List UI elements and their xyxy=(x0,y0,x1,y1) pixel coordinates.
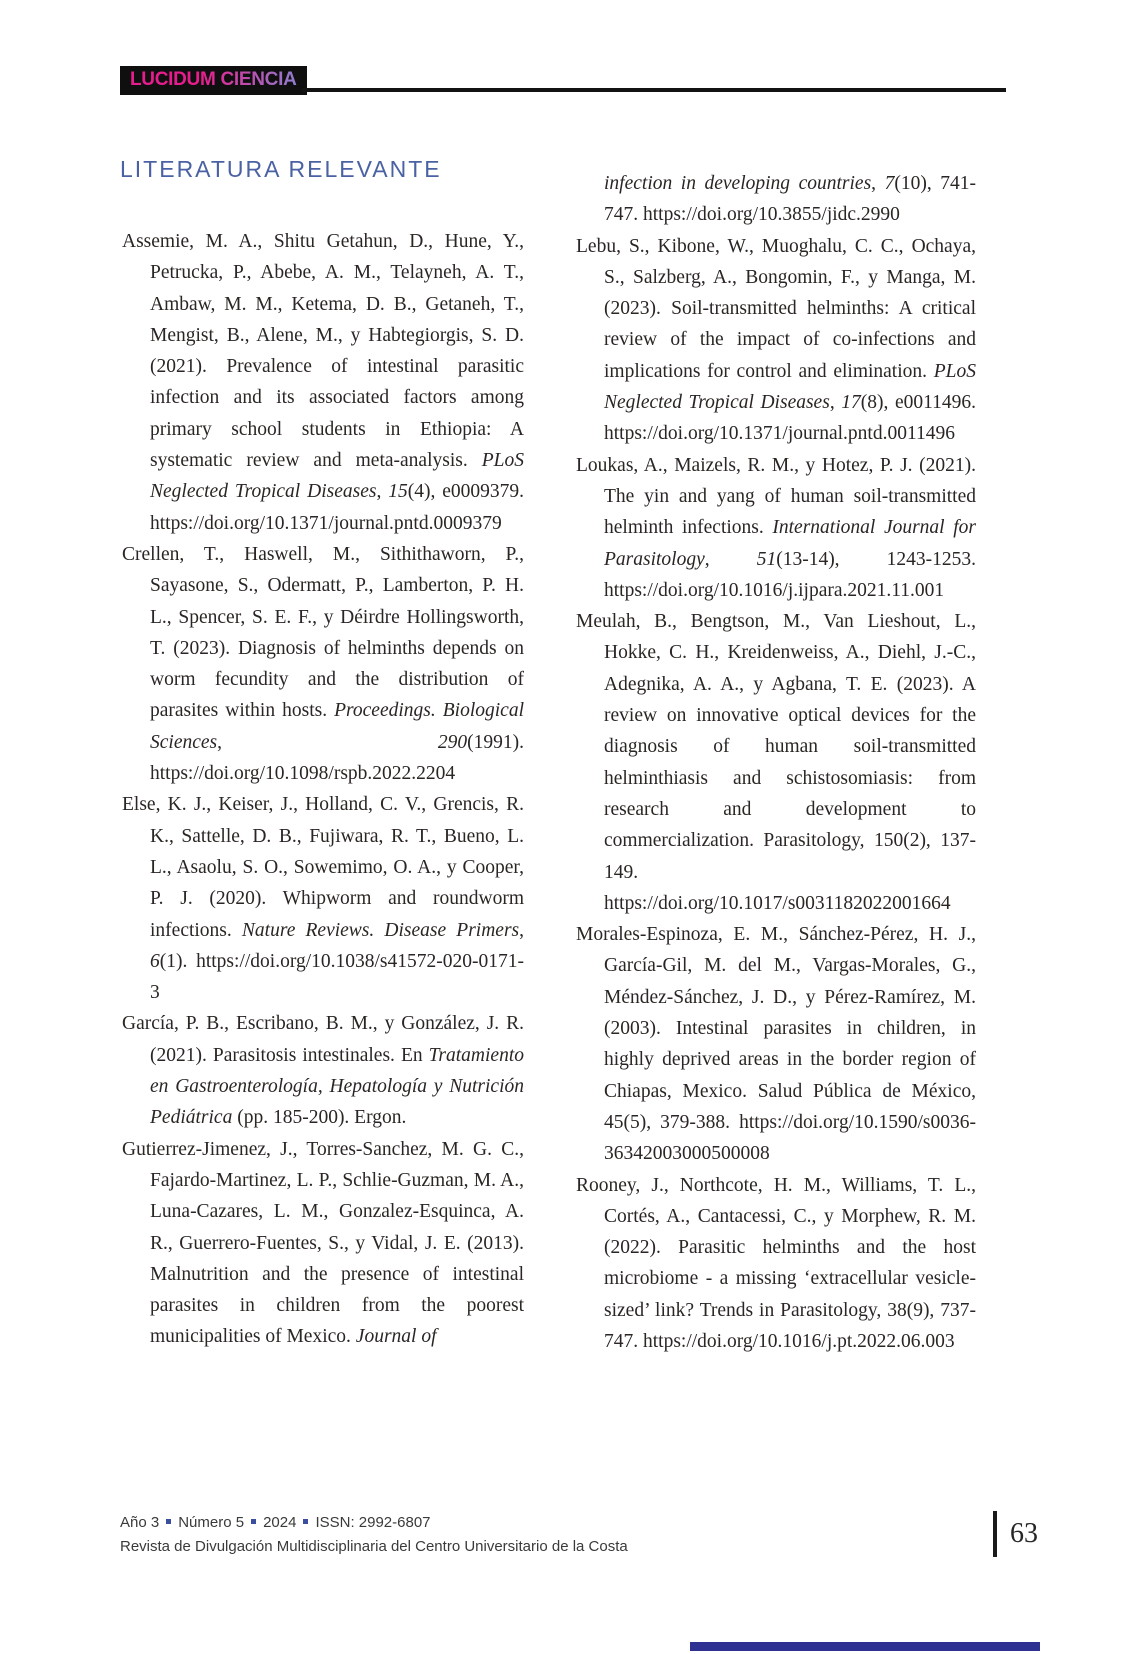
header-rule xyxy=(302,88,1006,92)
footer-accent-bar xyxy=(690,1642,1040,1651)
reference-entry: Gutierrez-Jimenez, J., Torres-Sanchez, M. G. C., Fajardo-Martinez, L. P., Schlie-Guzman, M. A., Luna-Cazares, L. M., Gonzalez-Esquinca, A. R., Guerrero-Fuentes, S., y Vidal, J. E. (2013). Malnutrition and the presence of intestinal parasites in children from the poorest municipalities of Mexico. Journal of xyxy=(122,1138,524,1348)
references-column-left xyxy=(122,226,524,1353)
page-title: LITERATURA RELEVANTE xyxy=(120,156,442,182)
reference-entry: García, P. B., Escribano, B. M., y González, J. R. (2021). Parasitosis intestinales. En Tratamiento en Gastroenterología, Hepatología y Nutrición Pediátrica (pp. 185-200). Ergon. xyxy=(122,1013,524,1129)
separator-square-icon xyxy=(166,1519,171,1524)
reference-entry: Lebu, S., Kibone, W., Muoghalu, C. C., Ochaya, S., Salzberg, A., Bongomin, F., y Manga, M. (2023). Soil-transmitted helminths: A critical review of the impact of co-infections and implications for control and elimination. PLoS Neglected Tropical Diseases, 17(8), e0011496. https://doi.org/10.1371/journal.pntd.0011496 xyxy=(576,235,977,445)
footer-year: Año 3 xyxy=(120,1514,160,1531)
journal-logo xyxy=(120,66,307,95)
footer-journal-name: Revista de Divulgación Multidisciplinaria del Centro Universitario de la Costa xyxy=(120,1538,628,1555)
reference-entry: Else, K. J., Keiser, J., Holland, C. V., Grencis, R. K., Sattelle, D. B., Fujiwara, R. T., Bueno, L. L., Asaolu, S. O., Sowemimo, O. A., y Cooper, P. J. (2020). Whipworm and roundworm infections. Nature Reviews. Disease Primers, 6(1). https://doi.org/10.1038/s41572-020-0171-3 xyxy=(122,794,524,1004)
reference-entry: Assemie, M. A., Shitu Getahun, D., Hune, Y., Petrucka, P., Abebe, A. M., Telayneh, A. T., Ambaw, M. M., Ketema, D. B., Getaneh, T., Mengist, B., Alene, M., y Habtegiorgis, S. D. (2021). Prevalence of intestinal parasitic infection and its associated factors among primary school students in Ethiopia: A systematic review and meta-analysis. PLoS Neglected Tropical Diseases, 15(4), e0009379. https://doi.org/10.1371/journal.pntd.0009379 xyxy=(122,231,524,534)
footer-issue-line xyxy=(120,1514,431,1531)
reference-entry: Crellen, T., Haswell, M., Sithithaworn, P., Sayasone, S., Odermatt, P., Lamberton, P. H. L., Spencer, S. E. F., y Déirdre Hollingsworth, T. (2023). Diagnosis of helminths depends on worm fecundity and the distribution of parasites within hosts. Proceedings. Biological Sciences, 290(1991). https://doi.org/10.1098/rspb.2022.2204 xyxy=(122,543,524,785)
reference-entry: infection in developing countries, 7(10), 741-747. https://doi.org/10.3855/jidc.2990 xyxy=(604,173,976,226)
reference-entry: Morales-Espinoza, E. M., Sánchez-Pérez, H. J., García-Gil, M. del M., Vargas-Morales, G., Méndez-Sánchez, J. D., y Pérez-Ramírez, M. (2003). Intestinal parasites in children, in highly deprived areas in the border region of Chiapas, Mexico. Salud Pública de México, 45(5), 379-388. https://doi.org/10.1590/s0036-36342003000500008 xyxy=(576,924,976,1165)
separator-square-icon xyxy=(303,1519,308,1524)
footer-issn: ISSN: 2992-6807 xyxy=(315,1514,431,1531)
footer-issue-number: Número 5 xyxy=(178,1514,245,1531)
page-number: 63 xyxy=(1010,1518,1038,1549)
reference-entry: Loukas, A., Maizels, R. M., y Hotez, P. J. (2021). The yin and yang of human soil-transmitted helminth infections. International Journal for Parasitology, 51(13-14), 1243-1253. https://doi.org/10.1016/j.ijpara.2021.11.001 xyxy=(576,454,976,601)
reference-entry: Meulah, B., Bengtson, M., Van Lieshout, L., Hokke, C. H., Kreidenweiss, A., Diehl, J.-C., Adegnika, A. A., y Agbana, T. E. (2023). A review on innovative optical devices for the diagnosis of human soil-transmitted helminthiasis and schistosomiasis: from research and development to commercialization. Parasitology, 150(2), 137-149. https://doi.org/10.1017/s0031182022001664 xyxy=(576,611,976,914)
footer-edition-year: 2024 xyxy=(263,1514,297,1531)
page-number-rule xyxy=(993,1511,997,1557)
separator-square-icon xyxy=(251,1519,256,1524)
references-column-right xyxy=(576,168,976,1357)
journal-logo-text: LUCIDUM CIENCIA xyxy=(130,69,297,90)
reference-entry: Rooney, J., Northcote, H. M., Williams, T. L., Cortés, A., Cantacessi, C., y Morphew, R. M. (2022). Parasitic helminths and the host microbiome - a missing ‘extracellular vesicle-sized’ link? Trends in Parasitology, 38(9), 737-747. https://doi.org/10.1016/j.pt.2022.06.003 xyxy=(576,1174,976,1352)
